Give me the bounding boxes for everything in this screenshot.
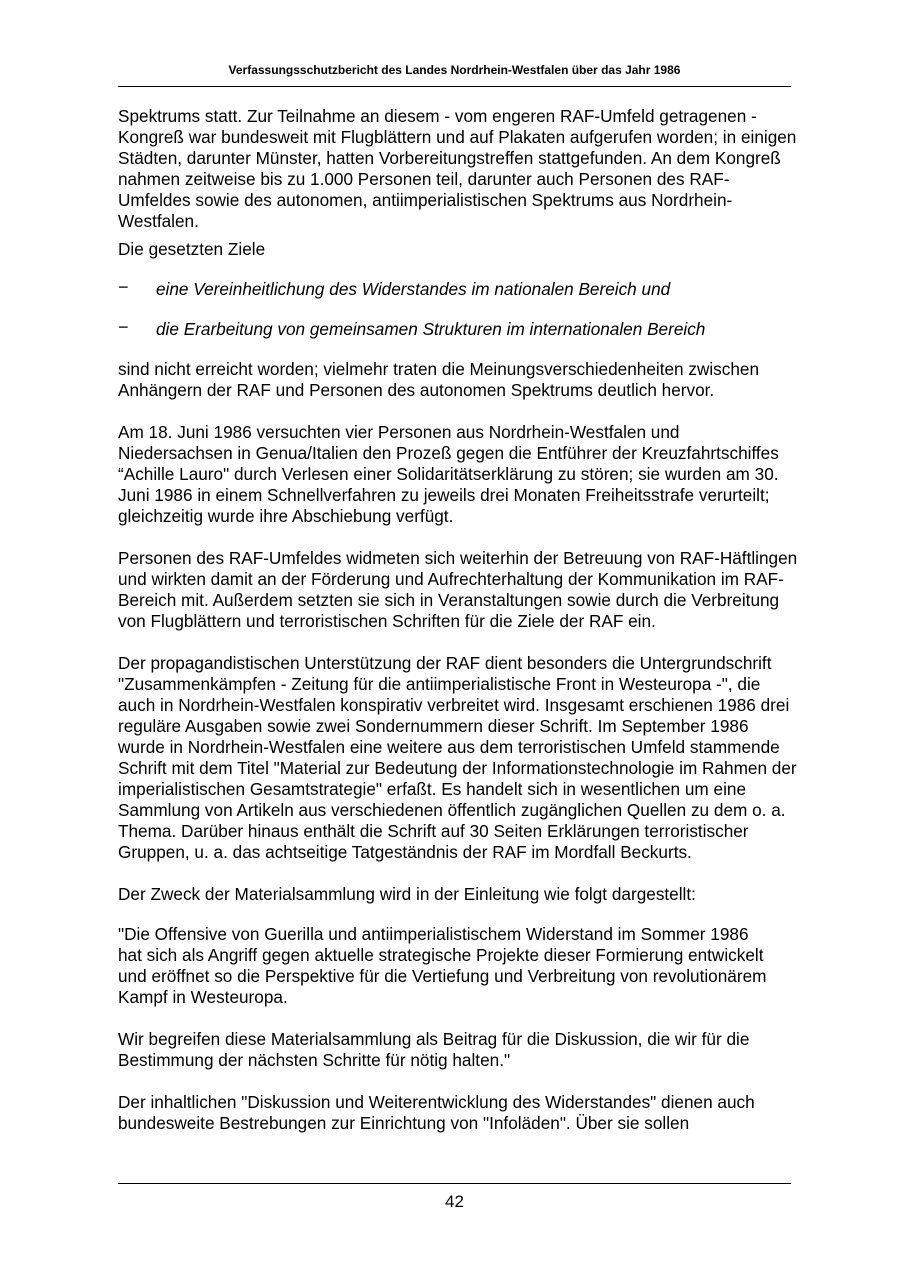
paragraph-genua: Am 18. Juni 1986 versuchten vier Personen aus Nordrhein-Westfalen und Niedersachsen in Genua/Italien den Prozeß gegen die Entführer der Kreuzfahrtschiffes “Achille Lauro" durch Verlesen einer Solidaritätserklärung zu stören; sie wurden am 30. Juni 1986 in einem Schnellverfahren zu jeweils drei Monaten Freiheitsstrafe verurteilt; gleichzeitig wurde ihre Abschiebung verfügt.	[118, 422, 779, 526]
header-divider	[118, 86, 791, 87]
list-item-text: die Erarbeitung von gemeinsamen Strukturen im internationalen Bereich	[156, 319, 706, 339]
list-item	[118, 279, 798, 300]
footer-divider	[118, 1183, 791, 1184]
page-header-title: Verfassungsschutzbericht des Landes Nordrhein-Westfalen über das Jahr 1986	[228, 63, 681, 77]
page-number: 42	[445, 1192, 464, 1211]
paragraph-propaganda: Der propagandistischen Unterstützung der RAF dient besonders die Untergrundschrift "Zusammenkämpfen - Zeitung für die antiimperialistische Front in Westeuropa -", die auch in Nordrhein-Westfalen konspirativ verbreitet wird. Insgesamt erschienen 1986 drei reguläre Ausgaben sowie zwei Sondernummern dieser Schrift. Im September 1986 wurde in Nordrhein-Westfalen eine weitere aus dem terroristischen Umfeld stammende Schrift mit dem Titel "Material zur Bedeutung der Informationstechnologie im Rahmen der imperialistischen Gesamtstrategie" erfaßt. Es handelt sich in wesentlichen um eine Sammlung von Artikeln aus verschiedenen öffentlich zugänglichen Quellen zu dem o. a. Thema. Darüber hinaus enthält die Schrift auf 30 Seiten Erklärungen terroristischer Gruppen, u. a. das achtseitige Tatgeständnis der RAF im Mordfall Beckurts.	[118, 653, 797, 862]
quote-paragraph: "Die Offensive von Guerilla und antiimperialistischem Widerstand im Sommer 1986 hat sich als Angriff gegen aktuelle strategische Projekte dieser Formierung entwickelt und eröffnet so die Perspektive für die Vertiefung und Verbreitung von revolutionärem Kampf in Westeuropa.	[118, 924, 767, 1007]
list-item	[118, 319, 798, 340]
paragraph-purpose: Der Zweck der Materialsammlung wird in der Einleitung wie folgt dargestellt:	[118, 884, 696, 904]
dash-bullet-icon: −	[118, 317, 129, 337]
dash-bullet-icon: −	[118, 277, 129, 297]
list-item-text: eine Vereinheitlichung des Widerstandes im nationalen Bereich und	[156, 279, 671, 299]
quote-paragraph: Wir begreifen diese Materialsammlung als Beitrag für die Diskussion, die wir für die Bestimmung der nächsten Schritte für nötig halten."	[118, 1029, 750, 1070]
paragraph-infolaeden: Der inhaltlichen "Diskussion und Weiterentwicklung des Widerstandes" dienen auch bundesweite Bestrebungen zur Einrichtung von "Infoläden". Über sie sollen	[118, 1092, 755, 1133]
paragraph-goals-result: sind nicht erreicht worden; vielmehr traten die Meinungsverschiedenheiten zwischen Anhängern der RAF und Personen des autonomen Spektrums deutlich hervor.	[118, 359, 760, 400]
paragraph-congress: Spektrums statt. Zur Teilnahme an diesem - vom engeren RAF-Umfeld getragenen - Kongreß war bundesweit mit Flugblättern und auf Plakaten aufgerufen worden; in einigen Städten, darunter Münster, hatten Vorbereitungstreffen stattgefunden. An dem Kongreß nahmen zeitweise bis zu 1.000 Personen teil, darunter auch Personen des RAF-Umfeldes sowie des autonomen, antiimperialistischen Spektrums aus Nordrhein-Westfalen.	[118, 106, 797, 231]
paragraph-raf-support: Personen des RAF-Umfeldes widmeten sich weiterhin der Betreuung von RAF-Häftlingen und wirkten damit an der Förderung und Aufrechterhaltung der Kommunikation im RAF-Bereich mit. Außerdem setzten sie sich in Veranstaltungen sowie durch die Verbreitung von Flugblättern und terroristischen Schriften für die Ziele der RAF ein.	[118, 548, 798, 631]
paragraph-goals-intro: Die gesetzten Ziele	[118, 239, 266, 259]
goals-list	[118, 279, 798, 340]
document-body	[118, 106, 798, 1134]
